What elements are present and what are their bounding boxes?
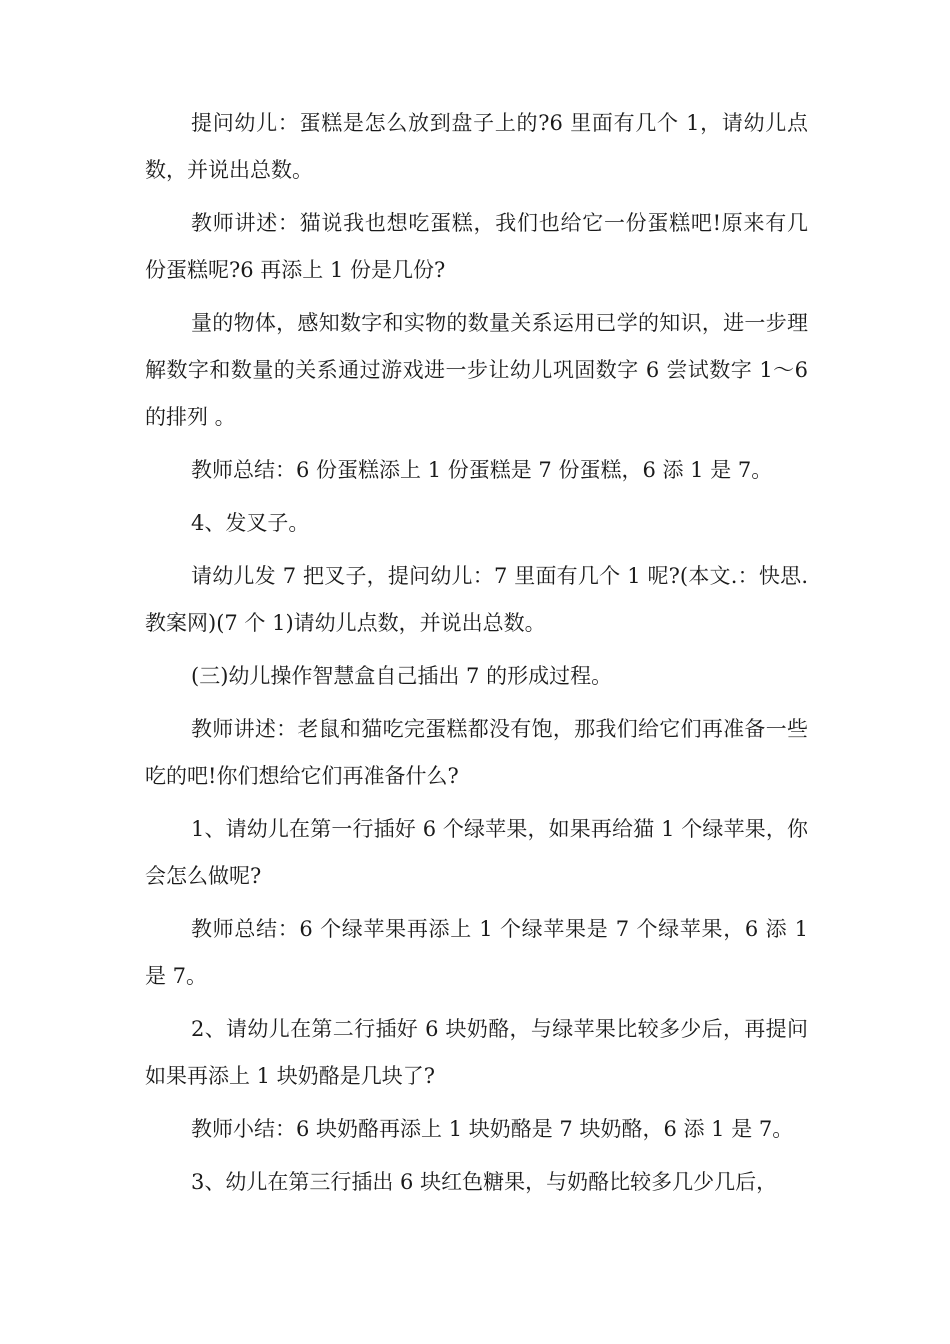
paragraph-10: 教师总结：6 个绿苹果再添上 1 个绿苹果是 7 个绿苹果，6 添 1 是 7。: [145, 917, 808, 988]
paragraph-12: 教师小结：6 块奶酪再添上 1 块奶酪是 7 块奶酪，6 添 1 是 7。: [191, 1117, 794, 1141]
paragraph-8: 教师讲述：老鼠和猫吃完蛋糕都没有饱，那我们给它们再准备一些吃的吧!你们想给它们再准备什么?: [145, 717, 808, 788]
paragraph-6: 请幼儿发 7 把叉子，提问幼儿：7 里面有几个 1 呢?(本文.：快思.教案网)(7 个 1)请幼儿点数，并说出总数。: [145, 564, 808, 635]
paragraph-11: 2、请幼儿在第二行插好 6 块奶酪，与绿苹果比较多少后，再提问如果再添上 1 块奶酪是几块了?: [145, 1017, 808, 1088]
paragraph-7: (三)幼儿操作智慧盒自己插出 7 的形成过程。: [191, 664, 613, 688]
paragraph-1: 提问幼儿：蛋糕是怎么放到盘子上的?6 里面有几个 1，请幼儿点数，并说出总数。: [145, 111, 808, 182]
paragraph-13: 3、幼儿在第三行插出 6 块红色糖果，与奶酪比较多几少几后，: [191, 1170, 778, 1194]
paragraph-9: 1、请幼儿在第一行插好 6 个绿苹果，如果再给猫 1 个绿苹果，你会怎么做呢?: [145, 817, 808, 888]
document-body: [145, 100, 808, 1212]
paragraph-4: 教师总结：6 份蛋糕添上 1 份蛋糕是 7 份蛋糕，6 添 1 是 7。: [191, 458, 773, 482]
paragraph-3: 量的物体，感知数字和实物的数量关系运用已学的知识，进一步理解数字和数量的关系通过游戏进一步让幼儿巩固数字 6 尝试数字 1～6 的排列 。: [145, 311, 808, 429]
paragraph-5: 4、发叉子。: [191, 511, 310, 535]
paragraph-2: 教师讲述：猫说我也想吃蛋糕，我们也给它一份蛋糕吧!原来有几份蛋糕呢?6 再添上 1 份是几份?: [145, 211, 808, 282]
